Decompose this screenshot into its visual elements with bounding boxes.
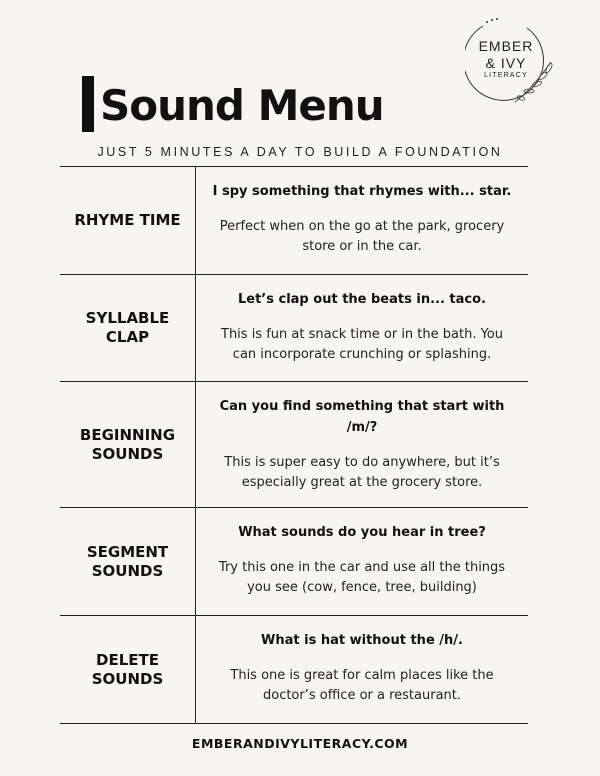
row-label: DELETE SOUNDS — [60, 616, 196, 723]
row-content — [196, 616, 528, 723]
page-title: Sound Menu — [100, 81, 384, 130]
logo-line-3: LITERACY — [484, 72, 528, 79]
row-label: RHYME TIME — [60, 167, 196, 274]
row-content — [196, 275, 528, 381]
logo-line-1: EMBER — [478, 38, 534, 54]
row-description: Try this one in the car and use all the things you see (cow, fence, tree, building) — [218, 560, 506, 595]
table-row — [60, 382, 528, 508]
logo-line-2: & IVY — [485, 55, 527, 71]
brand-logo — [465, 16, 553, 104]
table-row — [60, 616, 528, 724]
website-link[interactable]: EMBERANDIVYLITERACY.COM — [191, 736, 409, 751]
row-description: This is super easy to do anywhere, but it’s especially great at the grocery store. — [224, 455, 500, 490]
row-prompt: Can you find something that start with /m/? — [219, 399, 505, 435]
row-label: SEGMENT SOUNDS — [60, 508, 196, 615]
title-accent-bar — [82, 76, 94, 132]
row-prompt: I spy something that rhymes with... star. — [212, 184, 512, 199]
row-description: This one is great for calm places like the doctor’s office or a restaurant. — [230, 668, 494, 703]
row-label: BEGINNING SOUNDS — [60, 382, 196, 507]
row-prompt: What is hat without the /h/. — [261, 633, 463, 648]
table-row — [60, 508, 528, 616]
row-content — [196, 167, 528, 274]
sound-menu-table — [60, 166, 528, 724]
table-row — [60, 167, 528, 275]
row-label: SYLLABLE CLAP — [60, 275, 196, 381]
page-subtitle: JUST 5 MINUTES A DAY TO BUILD A FOUNDATION — [97, 145, 503, 159]
row-prompt: Let’s clap out the beats in... taco. — [237, 292, 486, 307]
row-content — [196, 508, 528, 615]
row-description: This is fun at snack time or in the bath. You can incorporate crunching or splashing. — [221, 327, 503, 362]
row-prompt: What sounds do you hear in tree? — [238, 525, 486, 540]
row-content — [196, 382, 528, 507]
table-row — [60, 275, 528, 382]
row-description: Perfect when on the go at the park, grocery store or in the car. — [219, 219, 505, 254]
